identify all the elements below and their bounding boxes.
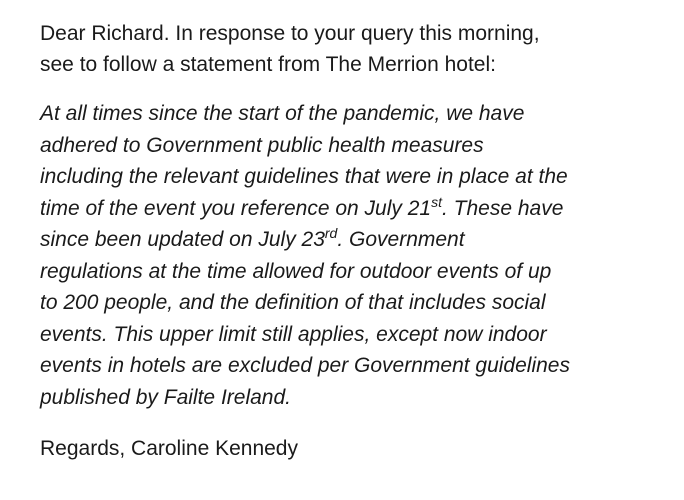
statement-line-8: events. This upper limit still applies, except now indoor <box>40 322 547 346</box>
sign-off: Regards, Caroline Kennedy <box>40 437 298 460</box>
statement-line-6: regulations at the time allowed for outdoor events of up <box>40 259 552 283</box>
statement-line-5 <box>40 224 680 256</box>
statement-line-4-end: . These have <box>441 196 564 220</box>
statement-line-7: to 200 people, and the definition of that includes social <box>40 291 546 314</box>
ordinal-suffix-rd: rd <box>324 225 338 241</box>
statement-line-9: events in hotels are excluded per Government guidelines <box>40 354 570 377</box>
statement-line-10: published by Failte Ireland. <box>40 385 291 409</box>
statement-line-1: At all times since the start of the pandemic, we have <box>40 102 525 125</box>
statement-line-3: including the relevant guidelines that were in place at the <box>40 165 568 188</box>
statement-line-2: adhered to Government public health measures <box>40 133 484 157</box>
statement-line-4-text: time of the event you reference on July 21 <box>40 196 432 220</box>
statement-line-4 <box>40 193 680 225</box>
statement-line-5-text: since been updated on July 23 <box>40 228 325 251</box>
ordinal-suffix-st: st <box>431 193 442 210</box>
greeting-line-1: Dear Richard. In response to your query this morning, <box>40 22 540 45</box>
hotel-statement <box>40 98 680 413</box>
letter-body <box>40 18 680 464</box>
statement-line-5-end: . Government <box>337 228 465 251</box>
greeting-line-2: see to follow a statement from The Merrion hotel: <box>40 53 496 76</box>
greeting-paragraph <box>40 18 680 80</box>
